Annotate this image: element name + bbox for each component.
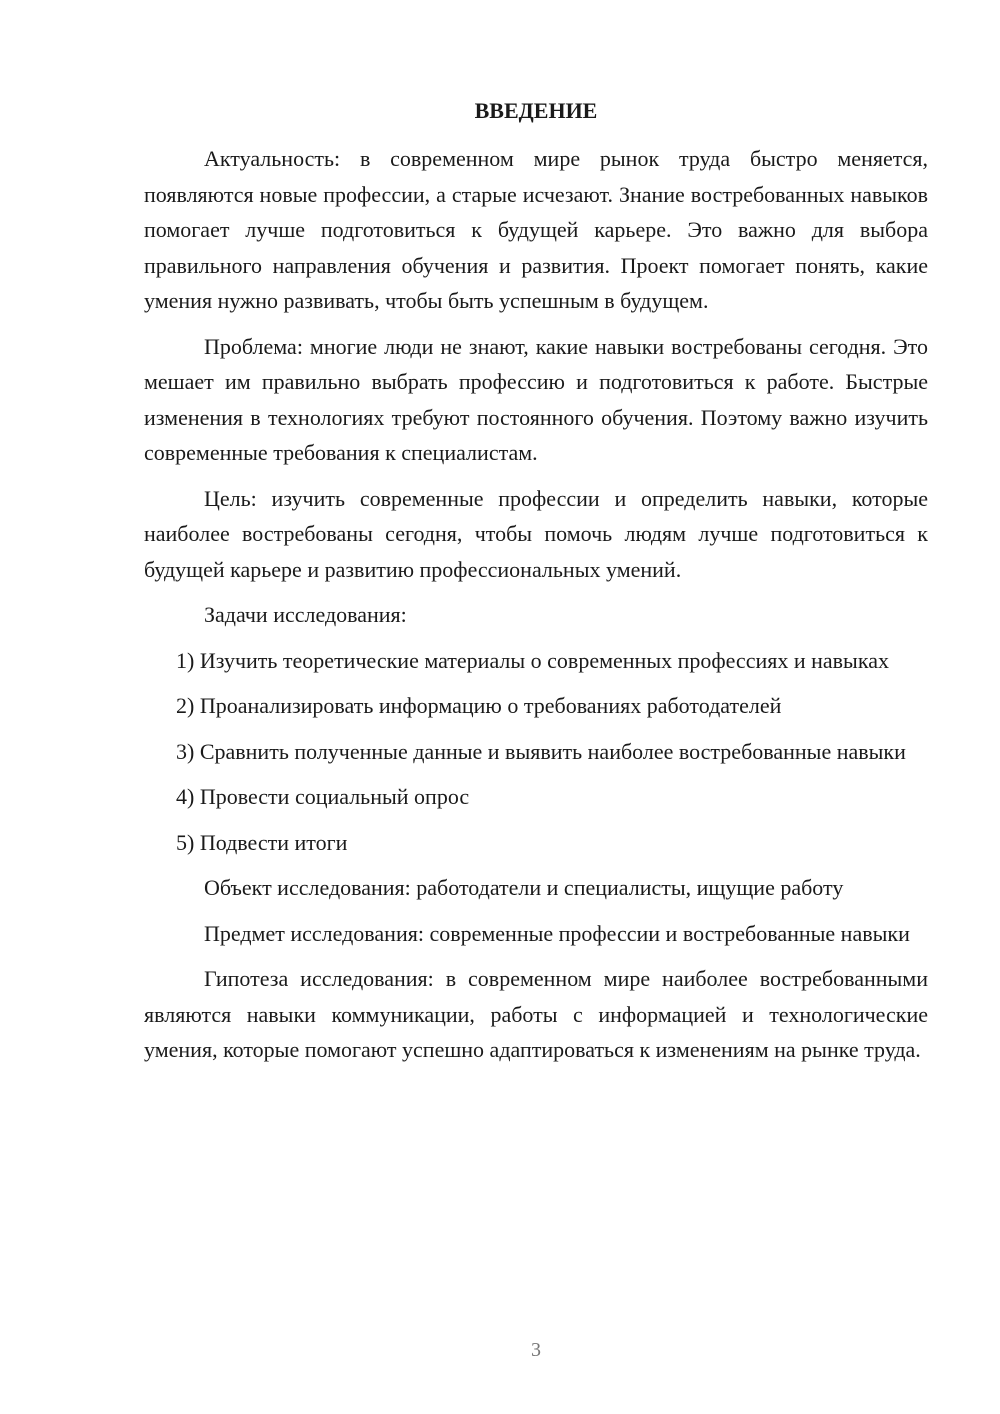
document-body [144, 141, 928, 1078]
page-number: 3 [531, 1339, 541, 1361]
task-item: 4) Провести социальный опрос [176, 784, 470, 809]
task-item: 2) Проанализировать информацию о требованиях работодателей [176, 693, 782, 718]
problem-paragraph: Проблема: многие люди не знают, какие навыки востребованы сегодня. Это мешает им правильно выбрать профессию и подготовиться к работе. Быстрые изменения в технологиях требуют постоянного обучения. Поэтому важно изучить современные требования к специалистам. [144, 333, 928, 465]
goal-paragraph: Цель: изучить современные профессии и определить навыки, которые наиболее востребованы сегодня, чтобы помочь людям лучше подготовиться к будущей карьере и развитию профессиональных умений. [144, 485, 928, 582]
section-title: ВВЕДЕНИЕ [474, 98, 598, 123]
document-page [144, 0, 928, 1414]
tasks-heading: Задачи исследования: [204, 602, 407, 627]
object-paragraph: Объект исследования: работодатели и специалисты, ищущие работу [204, 875, 844, 900]
task-item: 1) Изучить теоретические материалы о современных профессиях и навыках [176, 647, 889, 673]
task-item: 5) Подвести итоги [176, 829, 348, 855]
subject-paragraph: Предмет исследования: современные профессии и востребованные навыки [204, 920, 910, 946]
relevance-paragraph: Актуальность: в современном мире рынок труда быстро меняется, появляются новые профессии, а старые исчезают. Знание востребованных навыков помогает лучше подготовиться к будущей карьере. Это важно для выбора правильного направления обучения и развития. Проект помогает понять, какие умения нужно развивать, чтобы быть успешным в будущем. [144, 146, 928, 313]
task-item: 3) Сравнить полученные данные и выявить наиболее востребованные навыки [176, 738, 906, 764]
hypothesis-paragraph: Гипотеза исследования: в современном мире наиболее востребованными являются навыки коммуникации, работы с информацией и технологические умения, которые помогают успешно адаптироваться к изменениям на рынке труда. [144, 966, 928, 1062]
